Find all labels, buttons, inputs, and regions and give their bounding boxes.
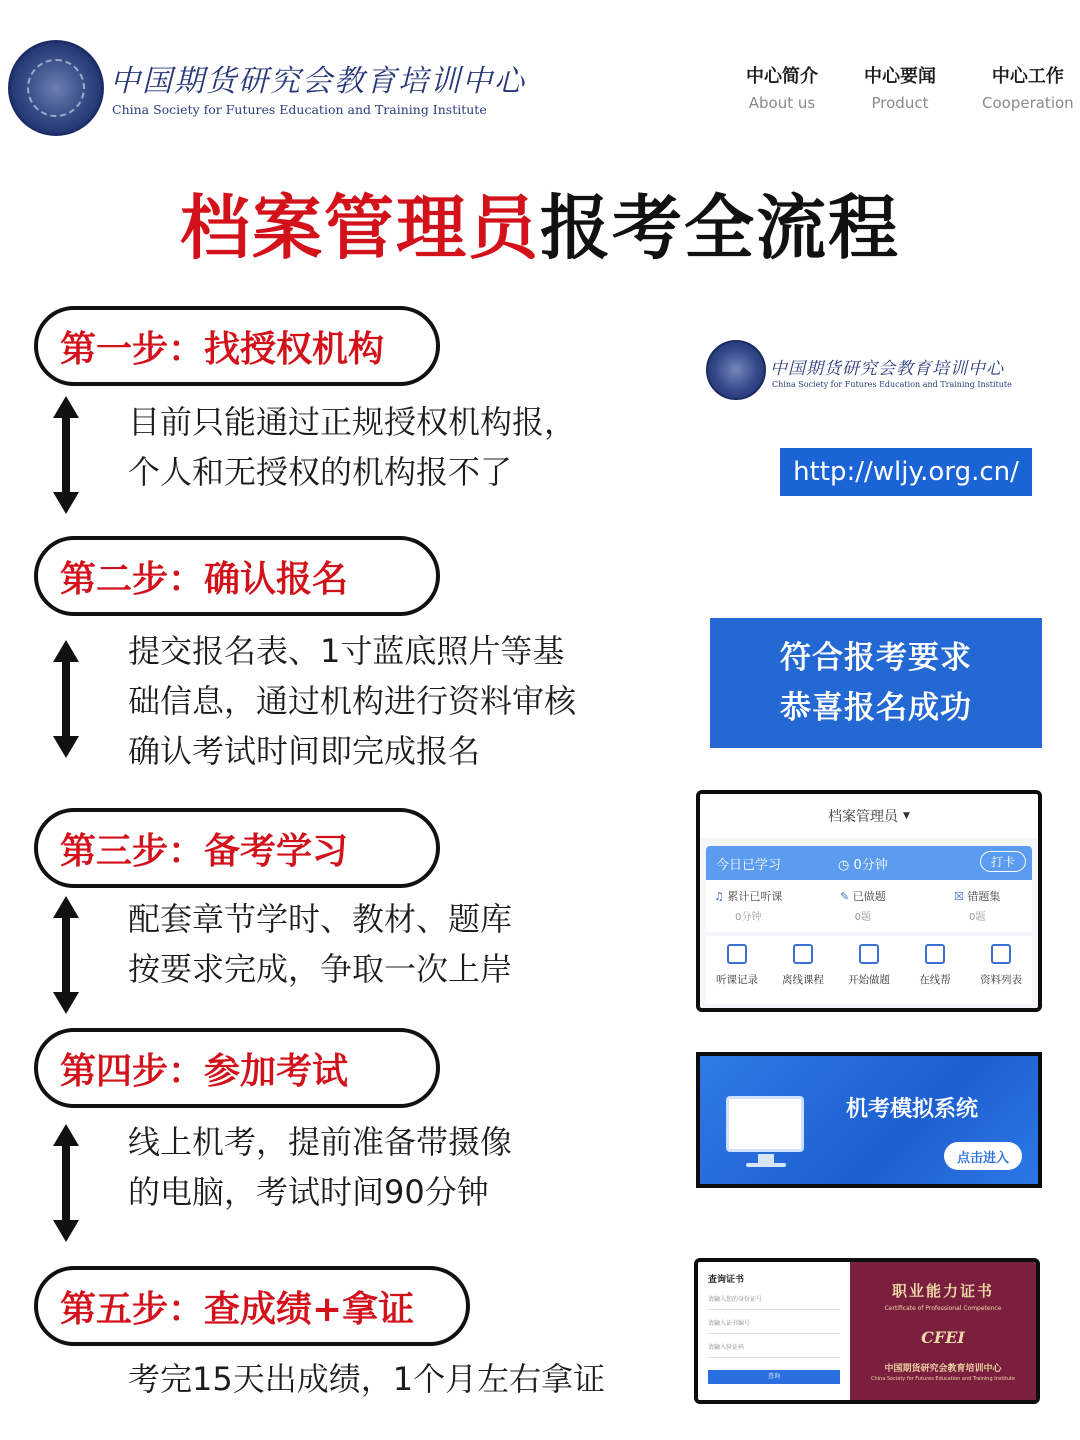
study-app-screenshot — [696, 790, 1042, 1012]
computer-base — [746, 1163, 786, 1167]
app-stat-value: 0分钟 — [734, 912, 762, 923]
registration-success-card — [710, 618, 1042, 748]
step-2-desc-line: 础信息，通过机构进行资料审核 — [128, 682, 577, 720]
org-name-cn-small: 中国期货研究会教育培训中心 — [770, 359, 1004, 379]
nav-product[interactable] — [864, 62, 936, 112]
step-4-desc-line: 的电脑，考试时间90分钟 — [128, 1173, 489, 1211]
query-title: 查询证书 — [708, 1275, 745, 1285]
page-title — [0, 172, 1080, 273]
exam-simulator-banner — [696, 1052, 1042, 1188]
app-toolbar — [706, 936, 1032, 1004]
org-name-cn: 中国期货研究会教育培训中心 — [110, 64, 526, 99]
nav-product-en: Product — [871, 94, 929, 112]
step-5-desc — [128, 1354, 605, 1404]
page-title-red: 档案管理员 — [180, 187, 540, 269]
org-seal-icon — [706, 340, 766, 400]
success-line: 恭喜报名成功 — [780, 690, 972, 726]
record-icon — [727, 944, 747, 964]
app-today-value — [838, 854, 888, 873]
error-book-icon: ☒ — [954, 890, 968, 903]
website-url-link[interactable]: http://wljy.org.cn/ — [780, 448, 1032, 496]
header — [0, 0, 1080, 150]
exam-simulator-title: 机考模拟系统 — [846, 1097, 979, 1122]
app-tool-button[interactable] — [970, 944, 1032, 987]
step-3-desc-line: 配套章节学时、教材、题库 — [128, 900, 513, 938]
app-today-minutes: 0分钟 — [853, 858, 888, 873]
list-icon — [991, 944, 1011, 964]
step-3-label: 第三步：备考学习 — [34, 808, 440, 888]
step-3-desc-line: 按要求完成，争取一次上岸 — [128, 950, 513, 988]
app-stat — [954, 888, 1000, 923]
app-stat-value: 0题 — [968, 912, 986, 923]
step-1-desc — [128, 397, 576, 497]
org-seal-icon — [8, 40, 104, 136]
app-stat-value: 0题 — [854, 912, 872, 923]
certificate-title: 职业能力证书 — [891, 1282, 994, 1300]
app-tool-button[interactable] — [772, 944, 834, 987]
exercise-icon — [859, 944, 879, 964]
app-stat-label: 已做题 — [852, 890, 886, 903]
step-5-desc-line: 考完15天出成绩，1个月左右拿证 — [128, 1360, 606, 1398]
step-3-desc — [128, 894, 512, 994]
org-logo-small — [706, 340, 1026, 410]
headphones-icon: ♫ — [714, 890, 728, 903]
app-course-selector[interactable] — [700, 794, 1038, 838]
step-2-label: 第二步：确认报名 — [34, 536, 440, 616]
step-2-desc — [128, 626, 576, 776]
edit-icon: ✎ — [840, 890, 853, 903]
success-line: 符合报考要求 — [780, 640, 972, 676]
double-arrow-icon — [52, 640, 80, 758]
certificate-org: 中国期货研究会教育培训中心 — [884, 1364, 1002, 1374]
nav-product-cn: 中心要闻 — [864, 66, 936, 87]
nav-cooperation-cn: 中心工作 — [991, 66, 1064, 87]
app-tool-label: 离线课程 — [782, 974, 824, 986]
step-4-label: 第四步：参加考试 — [34, 1028, 440, 1108]
certificate-number-field[interactable]: 请输入证书编号 — [708, 1318, 840, 1334]
step-1-desc-line: 个人和无授权的机构报不了 — [128, 453, 513, 491]
step-5-label: 第五步：查成绩+拿证 — [34, 1266, 470, 1346]
app-tool-label: 开始做题 — [848, 974, 890, 986]
download-icon — [793, 944, 813, 964]
help-icon — [925, 944, 945, 964]
chevron-down-icon: ▼ — [903, 811, 910, 821]
org-name-en: China Society for Futures Education and Training Institute — [112, 102, 487, 117]
nav-cooperation[interactable] — [982, 62, 1074, 112]
org-logo[interactable] — [8, 38, 526, 138]
app-stats — [706, 880, 1032, 932]
org-name-en-small: China Society for Futures Education and Training Institute — [772, 380, 1012, 389]
step-2-desc-line: 确认考试时间即完成报名 — [128, 732, 481, 770]
certificate-cover — [850, 1262, 1036, 1400]
nav-about-cn: 中心简介 — [746, 66, 818, 87]
step-2-desc-line: 提交报名表、1寸蓝底照片等基 — [128, 632, 565, 670]
id-number-field[interactable]: 请输入您的身份证号 — [708, 1294, 840, 1310]
app-stat — [714, 888, 782, 923]
app-stat-label: 累计已听课 — [727, 890, 783, 903]
certificate-logo: CFEI — [921, 1328, 965, 1347]
certificate-org-en: China Society for Futures Education and Training Institute — [871, 1376, 1015, 1382]
captcha-field[interactable]: 请输入验证码 — [708, 1342, 840, 1358]
step-1-desc-line: 目前只能通过正规授权机构报， — [128, 403, 577, 441]
app-checkin-button[interactable]: 打卡 — [980, 851, 1026, 872]
certificate-subtitle: Certificate of Professional Competence — [884, 1305, 1002, 1312]
query-button[interactable]: 查询 — [708, 1370, 840, 1384]
app-today-bar — [706, 846, 1032, 880]
nav-cooperation-en: Cooperation — [982, 94, 1074, 112]
app-course-name: 档案管理员 — [828, 809, 899, 825]
certificate-query-form — [698, 1262, 850, 1400]
computer-icon — [726, 1096, 804, 1152]
clock-icon: ◷ — [838, 858, 854, 873]
step-4-desc — [128, 1117, 512, 1217]
app-tool-label: 在线帮 — [919, 974, 951, 986]
double-arrow-icon — [52, 396, 80, 514]
app-tool-button[interactable] — [838, 944, 900, 987]
app-stat — [840, 888, 886, 923]
double-arrow-icon — [52, 1124, 80, 1242]
step-1-label: 第一步：找授权机构 — [34, 306, 440, 386]
nav-about-en: About us — [748, 94, 816, 112]
nav-about[interactable] — [746, 62, 818, 112]
app-tool-button[interactable] — [706, 944, 768, 987]
app-stat-label: 错题集 — [967, 890, 1001, 903]
app-tool-label: 听课记录 — [716, 974, 758, 986]
app-tool-label: 资料列表 — [980, 974, 1022, 986]
certificate-query-screenshot — [694, 1258, 1040, 1404]
enter-simulator-button[interactable]: 点击进入 — [944, 1142, 1022, 1170]
double-arrow-icon — [52, 896, 80, 1014]
step-4-desc-line: 线上机考，提前准备带摄像 — [128, 1123, 513, 1161]
page-title-black: 报考全流程 — [540, 187, 900, 269]
app-tool-button[interactable] — [904, 944, 966, 987]
app-today-label: 今日已学习 — [716, 858, 782, 873]
